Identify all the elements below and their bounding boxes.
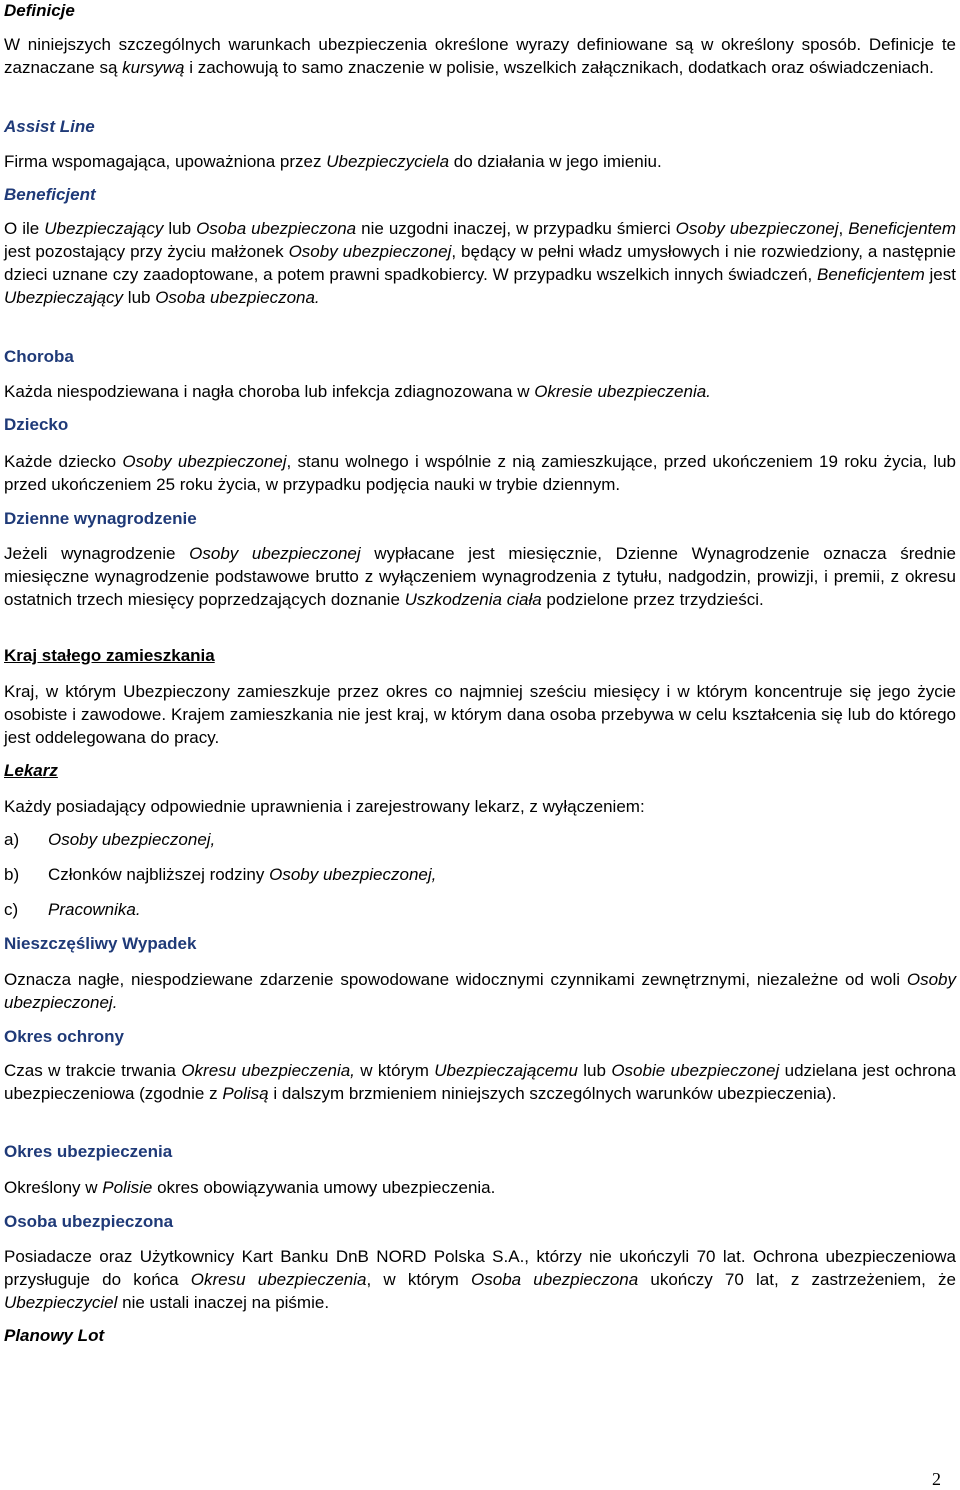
defined-term: Osoby ubezpieczonej	[189, 544, 361, 563]
section-heading-definicje: Definicje	[4, 1, 75, 20]
defined-term: Osoby ubezpieczonej.	[4, 970, 956, 1012]
text-run: i zachowują to samo znaczenie w polisie, wszelkich załącznikach, dodatkach oraz oświadczeniach.	[184, 58, 934, 77]
text-run: ukończy 70 lat, z zastrzeżeniem, że	[638, 1270, 956, 1289]
text-run: , w którym	[366, 1270, 472, 1289]
dzienne-wynagrodzenie-definition	[4, 542, 956, 611]
text-run: nie uzgodni inaczej, w przypadku śmierci	[356, 219, 676, 238]
text-run: udzielana jest ochrona ubezpieczeniowa (zgodnie z	[4, 1061, 957, 1103]
text-run: podzielone przez trzydzieści.	[541, 590, 764, 609]
text-run: Kraj, w którym Ubezpieczony zamieszkuje przez okres co najmniej sześciu miesięcy i w którym koncentruje się jego życie osobiste i zawodowe. Krajem zamieszkania nie jest kraj, w którym dana osoba przebywa w celu kształcenia się lub do którego jest oddelegowana do pracy.	[4, 682, 956, 747]
kraj-definition	[4, 680, 956, 749]
text-run: wypłacane jest miesięcznie, Dzienne Wynagrodzenie oznacza średnie miesięczne wynagrodzenie podstawowe brutto z wyłączeniem wynagrodzenia z tytułu, nadgodzin, prowizji, i premii, z okresu ostatnich trzech miesięcy poprzedzających doznanie	[4, 544, 957, 609]
defined-term: Uszkodzenia ciała	[404, 590, 542, 609]
defined-term: Okresu ubezpieczenia	[190, 1270, 367, 1289]
term-heading-lekarz: Lekarz	[4, 761, 58, 780]
text-run: Każda niespodziewana i nagła choroba lub infekcja zdiagnozowana w	[4, 382, 535, 401]
definicje-paragraph	[4, 33, 956, 79]
dziecko-definition	[4, 450, 956, 496]
lekarz-exclusion-b	[4, 864, 956, 886]
defined-term: Ubezpieczyciel	[4, 1293, 118, 1312]
text-run: Członków najbliższej rodziny	[48, 865, 270, 884]
text-run: Określony w	[4, 1178, 103, 1197]
assist-line-definition	[4, 150, 956, 173]
defined-term: kursywą	[122, 58, 185, 77]
text-run: w którym	[354, 1061, 435, 1080]
text-run: Posiadacze oraz Użytkownicy Kart Banku DnB NORD Polska S.A., którzy nie ukończyli 70 lat. Ochrona ubezpieczeniowa przysługuje do końca	[4, 1247, 956, 1289]
defined-term: Ubezpieczający	[44, 219, 164, 238]
lekarz-exclusion-c	[4, 899, 956, 921]
defined-term: Polisie	[102, 1178, 153, 1197]
defined-term: Osoba ubezpieczona.	[155, 288, 320, 307]
lekarz-exclusion-a	[4, 829, 956, 851]
text-run: Firma wspomagająca, upoważniona przez	[4, 152, 327, 171]
defined-term: Ubezpieczający	[4, 288, 124, 307]
text-run: do działania w jego imieniu.	[449, 152, 662, 171]
term-heading-okres-ochrony: Okres ochrony	[4, 1027, 124, 1046]
term-heading-kraj-stalego-zamieszkania: Kraj stałego zamieszkania	[4, 646, 215, 665]
choroba-definition	[4, 380, 956, 403]
text-run: nie ustali inaczej na piśmie.	[117, 1293, 330, 1312]
text-run: , stanu wolnego i wspólnie z nią zamieszkujące, przed ukończeniem 19 roku życia, lub przed ukończeniem 25 roku życia, w przypadku podjęcia nauki w trybie dziennym.	[4, 452, 957, 494]
nieszczesliwy-wypadek-definition	[4, 968, 956, 1014]
defined-term: Osoby ubezpieczonej,	[269, 865, 437, 884]
lekarz-intro: Każdy posiadający odpowiednie uprawnienia i zarejestrowany lekarz, z wyłączeniem:	[4, 797, 645, 816]
text-run: , będący w pełni władz umysłowych i nie rozwiedziony, a następnie dzieci uznane czy zaadoptowane, a potem prawni spadkobiercy. W przypadku wszelkich innych świadczeń,	[4, 242, 956, 284]
list-item-label: a)	[4, 830, 20, 849]
defined-term: Beneficjentem	[817, 265, 925, 284]
text-run: ,	[838, 219, 849, 238]
text-run: lub	[123, 288, 156, 307]
defined-term: Okresu ubezpieczenia,	[181, 1061, 355, 1080]
defined-term: Osoby ubezpieczonej	[675, 219, 839, 238]
defined-term: Ubezpieczyciela	[326, 152, 450, 171]
term-heading-planowy-lot: Planowy Lot	[4, 1326, 105, 1345]
defined-term: Osoby ubezpieczonej	[122, 452, 287, 471]
list-item-label: b)	[4, 865, 20, 884]
list-item-label: c)	[4, 900, 19, 919]
defined-term: Beneficjentem	[848, 219, 956, 238]
osoba-ubezpieczona-definition	[4, 1245, 956, 1314]
text-run: O ile	[4, 219, 45, 238]
term-heading-osoba-ubezpieczona: Osoba ubezpieczona	[4, 1212, 174, 1231]
term-heading-okres-ubezpieczenia: Okres ubezpieczenia	[4, 1142, 173, 1161]
text-run: Czas w trakcie trwania	[4, 1061, 182, 1080]
term-heading-dziecko: Dziecko	[4, 415, 69, 434]
text-run: jest pozostający przy życiu małżonek	[4, 242, 289, 261]
page-number: 2	[932, 1469, 941, 1489]
text-run: i dalszym brzmieniem niniejszych szczególnych warunków ubezpieczenia).	[268, 1084, 837, 1103]
text-run: okres obowiązywania umowy ubezpieczenia.	[152, 1178, 496, 1197]
text-run: W niniejszych szczególnych warunkach ubezpieczenia określone wyrazy definiowane są w określony sposób. Definicje te zaznaczane są	[4, 35, 956, 77]
term-heading-dzienne-wynagrodzenie: Dzienne wynagrodzenie	[4, 509, 197, 528]
text-run: Oznacza nagłe, niespodziewane zdarzenie spowodowane widocznymi czynnikami zewnętrznymi, niezależne od woli	[4, 970, 907, 989]
defined-term: Pracownika.	[48, 900, 141, 919]
text-run: lub	[577, 1061, 612, 1080]
defined-term: Ubezpieczającemu	[434, 1061, 578, 1080]
defined-term: Osoba ubezpieczona	[471, 1270, 639, 1289]
okres-ochrony-definition	[4, 1059, 956, 1105]
term-heading-choroba: Choroba	[4, 347, 74, 366]
term-heading-beneficjent: Beneficjent	[4, 185, 96, 204]
okres-ubezpieczenia-definition	[4, 1176, 956, 1199]
text-run: jest	[924, 265, 956, 284]
term-heading-nieszczesliwy-wypadek: Nieszczęśliwy Wypadek	[4, 934, 197, 953]
term-heading-assist-line: Assist Line	[4, 117, 95, 136]
defined-term: Polisą	[222, 1084, 269, 1103]
defined-term: Okresie ubezpieczenia.	[534, 382, 711, 401]
defined-term: Osoby ubezpieczonej,	[48, 830, 216, 849]
beneficjent-definition	[4, 217, 956, 309]
defined-term: Osoba ubezpieczona	[196, 219, 357, 238]
defined-term: Osobie ubezpieczonej	[611, 1061, 780, 1080]
text-run: Każde dziecko	[4, 452, 123, 471]
defined-term: Osoby ubezpieczonej	[288, 242, 452, 261]
text-run: Jeżeli wynagrodzenie	[4, 544, 190, 563]
text-run: lub	[163, 219, 197, 238]
